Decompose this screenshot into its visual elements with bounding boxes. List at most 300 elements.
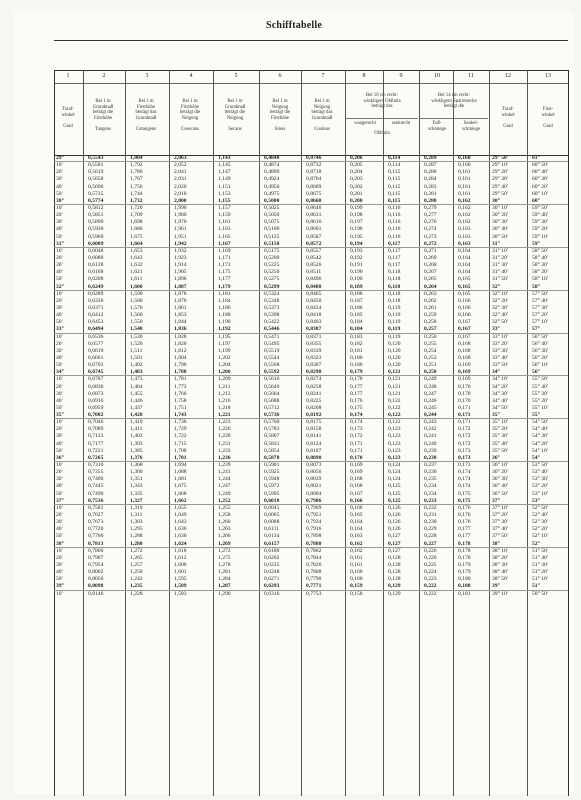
- table-cell: 0,8465: [306, 290, 322, 297]
- table-cell: 0,170: [458, 397, 471, 404]
- table-cell: 0,115: [388, 197, 401, 204]
- table-cell: 39°: [56, 583, 64, 590]
- table-cell: 0,164: [458, 247, 471, 254]
- table-cell: 1,239: [218, 462, 231, 469]
- table-cell: 1,621: [130, 269, 143, 276]
- column-rule: [568, 70, 569, 796]
- table-cell: 2,052: [174, 162, 187, 169]
- table-cell: 1,163: [218, 226, 231, 233]
- table-cell: 1,303: [130, 519, 143, 526]
- table-cell: 0,116: [388, 212, 401, 219]
- table-row: [54, 455, 568, 462]
- table-cell: 35° 20': [492, 426, 508, 433]
- table-cell: 1,590: [130, 290, 143, 297]
- table-cell: 0,8141: [306, 433, 322, 440]
- table-cell: 0,6041: [264, 504, 280, 511]
- table-cell: 0,250: [424, 369, 437, 376]
- table-cell: 1,878: [174, 290, 187, 297]
- table-cell: 0,264: [424, 283, 437, 290]
- table-cell: 0,4975: [264, 190, 280, 197]
- table-cell: 0,125: [388, 497, 401, 504]
- table-cell: 10': [56, 547, 63, 554]
- table-cell: 1,662: [174, 497, 187, 504]
- table-cell: 38°: [492, 540, 500, 547]
- table-cell: 34° 40': [492, 397, 508, 404]
- table-cell: 1,961: [174, 226, 187, 233]
- table-cell: 1,896: [174, 276, 187, 283]
- table-cell: 0,8050: [88, 576, 104, 583]
- table-cell: 0,164: [350, 519, 363, 526]
- table-cell: 1,319: [130, 504, 143, 511]
- table-cell: 0,178: [350, 376, 363, 383]
- table-cell: 1,257: [130, 562, 143, 569]
- table-cell: 1,177: [218, 276, 231, 283]
- table-row: [54, 476, 568, 483]
- table-cell: 30° 30': [492, 219, 508, 226]
- table-cell: 0,162: [458, 219, 471, 226]
- table-cell: 1,729: [174, 426, 187, 433]
- table-cell: 0,7177: [88, 440, 104, 447]
- table-cell: 1,664: [130, 240, 143, 247]
- table-cell: 30': [56, 433, 63, 440]
- table-cell: 0,167: [458, 326, 471, 333]
- table-cell: 0,194: [350, 240, 363, 247]
- table-cell: 1,455: [130, 390, 143, 397]
- table-row: [54, 276, 568, 283]
- table-cell: 0,245: [424, 404, 437, 411]
- table-cell: 58° 30': [532, 262, 548, 269]
- table-cell: 1,184: [218, 297, 231, 304]
- table-cell: 1,190: [218, 319, 231, 326]
- table-cell: 0,127: [388, 533, 401, 540]
- table-cell: 20': [56, 512, 63, 519]
- table-cell: 0,6088: [264, 519, 280, 526]
- table-cell: 0,168: [350, 483, 363, 490]
- column-number: 8: [362, 73, 366, 79]
- table-cell: 0,225: [424, 562, 437, 569]
- table-cell: 56°: [532, 369, 540, 376]
- table-cell: 0,164: [458, 262, 471, 269]
- table-cell: 0,6959: [88, 404, 104, 411]
- table-cell: 10': [56, 590, 63, 597]
- table-cell: 40': [56, 269, 63, 276]
- table-cell: 0,5640: [264, 383, 280, 390]
- table-cell: 51° 10': [532, 576, 548, 583]
- table-cell: 0,6111: [264, 526, 279, 533]
- table-cell: 30': [56, 304, 63, 311]
- table-cell: 1,204: [218, 362, 231, 369]
- table-cell: 0,174: [350, 419, 363, 426]
- table-row: [54, 469, 568, 476]
- table-cell: 0,8631: [306, 212, 322, 219]
- table-cell: 0,124: [388, 462, 401, 469]
- table-cell: 1,195: [218, 333, 231, 340]
- table-cell: 0,124: [388, 476, 401, 483]
- table-row: [54, 176, 568, 183]
- table-cell: 0,5831: [264, 440, 280, 447]
- table-cell: 0,173: [458, 447, 471, 454]
- table-row: [54, 384, 568, 391]
- table-cell: 0,172: [458, 426, 471, 433]
- table-cell: 0,8021: [306, 483, 322, 490]
- table-cell: 1,630: [174, 533, 187, 540]
- table-cell: 0,5658: [88, 176, 104, 183]
- table-cell: 0,5348: [264, 297, 280, 304]
- table-cell: 56° 20': [532, 354, 548, 361]
- table-cell: 32° 50': [492, 319, 508, 326]
- table-cell: 1,766: [174, 390, 187, 397]
- table-cell: 0,6494: [88, 326, 104, 333]
- table-cell: 0,6128: [88, 262, 104, 269]
- table-cell: 0,235: [424, 476, 437, 483]
- table-cell: 1,698: [130, 219, 143, 226]
- table-cell: 0,6830: [88, 383, 104, 390]
- header-divider: [54, 83, 568, 84]
- table-cell: 1,688: [174, 469, 187, 476]
- table-cell: 1,743: [174, 412, 187, 419]
- table-cell: 10': [56, 204, 63, 211]
- table-cell: 0,5519: [264, 347, 280, 354]
- table-cell: 0,5422: [264, 319, 280, 326]
- table-cell: 1,595: [174, 576, 187, 583]
- table-cell: 1,437: [130, 404, 143, 411]
- table-cell: 59° 30': [532, 219, 548, 226]
- table-cell: 0,8002: [88, 569, 104, 576]
- table-cell: 61°: [532, 155, 540, 161]
- table-cell: 0,114: [388, 155, 401, 161]
- table-cell: 1,932: [174, 247, 187, 254]
- table-cell: 29° 50': [492, 155, 509, 161]
- table-cell: 0,175: [458, 490, 471, 497]
- table-row: [54, 341, 568, 348]
- table-cell: 0,201: [350, 190, 363, 197]
- table-cell: 0,271: [424, 247, 437, 254]
- table-cell: 0,161: [458, 176, 471, 183]
- table-cell: 0,5930: [88, 226, 104, 233]
- table-cell: 0,115: [388, 183, 401, 190]
- table-cell: 0,204: [350, 169, 363, 176]
- table-cell: 0,117: [388, 240, 401, 247]
- header-cosinus: Bei 1 m Neigung beträgt das Grundmaß Cosinus: [311, 99, 333, 132]
- table-cell: 52° 10': [532, 533, 548, 540]
- table-cell: 0,226: [424, 547, 437, 554]
- table-row: [54, 419, 568, 426]
- table-cell: 0,4874: [264, 162, 280, 169]
- table-cell: 0,6134: [264, 533, 280, 540]
- table-cell: 0,117: [388, 254, 401, 261]
- table-cell: 0,8258: [306, 383, 322, 390]
- table-cell: 1,360: [130, 469, 143, 476]
- table-row: [54, 405, 568, 412]
- table-cell: 0,5581: [88, 162, 104, 169]
- table-cell: 1,781: [174, 376, 187, 383]
- table-cell: 0,165: [458, 276, 471, 283]
- table-cell: 32° 20': [492, 297, 508, 304]
- table-cell: 53° 20': [532, 483, 548, 490]
- table-cell: 1,266: [218, 533, 231, 540]
- table-cell: 57° 20': [532, 312, 548, 319]
- table-cell: 0,8371: [306, 333, 322, 340]
- table-cell: 0,116: [388, 226, 401, 233]
- table-cell: 33°: [492, 326, 500, 333]
- table-cell: 0,222: [424, 590, 437, 597]
- table-row: [54, 212, 568, 219]
- table-cell: 0,169: [458, 369, 471, 376]
- table-cell: 30° 10': [492, 204, 508, 211]
- table-cell: 55° 10': [532, 404, 548, 411]
- table-cell: 1,143: [218, 155, 231, 161]
- table-cell: 0,261: [424, 304, 437, 311]
- table-row: [54, 169, 568, 176]
- table-cell: 32°: [56, 283, 64, 290]
- table-cell: 37° 10': [492, 504, 508, 511]
- table-cell: 0,120: [388, 354, 401, 361]
- table-cell: 0,6248: [264, 569, 280, 576]
- table-cell: 1,272: [130, 547, 143, 554]
- table-row: [54, 462, 568, 469]
- table-cell: 0,247: [424, 390, 437, 397]
- table-cell: 0,166: [350, 497, 363, 504]
- table-cell: 0,118: [388, 290, 401, 297]
- table-cell: 0,8098: [88, 583, 104, 590]
- table-cell: 1,887: [174, 283, 187, 290]
- table-cell: 40': [56, 354, 63, 361]
- table-row: [54, 541, 568, 548]
- table-cell: 32° 30': [492, 304, 508, 311]
- table-cell: 40': [56, 183, 63, 190]
- table-page: [14, 12, 574, 794]
- table-cell: 0,237: [424, 462, 437, 469]
- table-cell: 35° 50': [492, 447, 508, 454]
- table-cell: 0,123: [388, 447, 401, 454]
- table-cell: 1,351: [130, 476, 143, 483]
- table-cell: 37° 30': [492, 519, 508, 526]
- table-cell: 57° 10': [532, 319, 548, 326]
- table-cell: 1,758: [174, 397, 187, 404]
- table-cell: 38° 50': [492, 576, 508, 583]
- table-cell: 0,128: [388, 576, 401, 583]
- table-cell: 0,119: [388, 319, 401, 326]
- table-cell: 30° 20': [492, 212, 508, 219]
- table-cell: 0,8175: [306, 419, 322, 426]
- table-cell: 30° 40': [492, 226, 508, 233]
- table-cell: 0,192: [350, 254, 363, 261]
- table-cell: 0,125: [388, 483, 401, 490]
- table-row: [54, 562, 568, 569]
- table-cell: 0,123: [388, 454, 401, 461]
- table-cell: 0,8732: [306, 162, 322, 169]
- table-cell: 0,123: [388, 433, 401, 440]
- table-cell: 0,115: [388, 169, 401, 176]
- table-cell: 0,6048: [88, 247, 104, 254]
- table-cell: 0,116: [388, 219, 401, 226]
- table-cell: 0,7934: [306, 519, 322, 526]
- table-cell: 0,161: [458, 169, 471, 176]
- table-cell: 1,694: [174, 462, 187, 469]
- table-cell: 0,7860: [88, 547, 104, 554]
- table-cell: 0,8355: [306, 340, 322, 347]
- table-cell: 37°: [492, 497, 500, 504]
- table-row: [54, 591, 568, 598]
- table-cell: 0,174: [458, 483, 471, 490]
- table-cell: 38° 10': [492, 547, 508, 554]
- table-cell: 0,5972: [264, 483, 280, 490]
- table-cell: 1,223: [218, 419, 231, 426]
- table-cell: 0,126: [388, 526, 401, 533]
- table-cell: 0,246: [424, 397, 437, 404]
- table-cell: 60°: [532, 197, 540, 204]
- table-cell: 37° 20': [492, 512, 508, 519]
- table-cell: 0,8601: [306, 226, 322, 233]
- table-cell: 1,402: [130, 433, 143, 440]
- table-cell: 0,5712: [264, 404, 280, 411]
- table-cell: 1,804: [174, 354, 187, 361]
- table-cell: 0,171: [458, 419, 471, 426]
- table-cell: 2,041: [174, 169, 187, 176]
- table-cell: 1,550: [130, 319, 143, 326]
- table-cell: 1,580: [130, 297, 143, 304]
- table-cell: 0,5969: [88, 233, 104, 240]
- table-cell: 1,236: [218, 454, 231, 461]
- table-cell: 36° 10': [492, 462, 508, 469]
- table-cell: 0,163: [458, 240, 471, 247]
- table-cell: 32° 10': [492, 290, 508, 297]
- table-cell: 0,258: [424, 319, 437, 326]
- table-cell: 0,120: [388, 340, 401, 347]
- table-cell: 1,393: [130, 440, 143, 447]
- table-cell: 0,7969: [306, 504, 322, 511]
- table-cell: 1,428: [130, 412, 143, 419]
- table-cell: 0,7310: [88, 462, 104, 469]
- table-cell: 0,8158: [306, 426, 322, 433]
- table-cell: 35° 40': [492, 440, 508, 447]
- table-cell: 0,5075: [264, 219, 280, 226]
- table-cell: 0,5446: [264, 326, 280, 333]
- table-cell: 36°: [56, 454, 64, 461]
- table-cell: 50': [56, 233, 63, 240]
- table-cell: 1,171: [218, 254, 231, 261]
- table-cell: 0,172: [458, 440, 471, 447]
- table-cell: 20': [56, 254, 63, 261]
- table-cell: 0,121: [388, 383, 401, 390]
- header-cotangens: Bei 1 m Firsthöhe beträgt das Grundmaß Cotangens: [135, 99, 157, 132]
- table-cell: 30': [56, 519, 63, 526]
- table-cell: 38° 20': [492, 554, 508, 561]
- table-cell: 0,6330: [88, 297, 104, 304]
- table-cell: 0,8323: [306, 354, 322, 361]
- table-cell: 0,118: [388, 297, 401, 304]
- table-cell: 0,170: [458, 390, 471, 397]
- table-cell: 0,177: [350, 390, 363, 397]
- table-cell: 53° 10': [532, 490, 548, 497]
- table-cell: 1,216: [218, 397, 231, 404]
- table-cell: 39°: [492, 583, 500, 590]
- table-cell: 0,265: [424, 276, 437, 283]
- table-cell: 0,5925: [264, 469, 280, 476]
- table-cell: 0,116: [388, 204, 401, 211]
- table-cell: 0,7673: [88, 519, 104, 526]
- table-row: [54, 362, 568, 369]
- table-cell: 0,188: [350, 290, 363, 297]
- table-cell: 0,6018: [264, 497, 280, 504]
- table-row: [54, 155, 568, 162]
- table-cell: 0,240: [424, 440, 437, 447]
- table-cell: 0,5398: [264, 312, 280, 319]
- table-cell: 52° 30': [532, 519, 548, 526]
- table-cell: 1,483: [130, 369, 143, 376]
- table-cell: 0,222: [424, 583, 437, 590]
- table-cell: 0,277: [424, 212, 437, 219]
- table-cell: 0,117: [388, 262, 401, 269]
- table-cell: 1,288: [130, 533, 143, 540]
- table-cell: 50': [56, 576, 63, 583]
- table-cell: 1,643: [130, 254, 143, 261]
- table-cell: 0,8542: [306, 254, 322, 261]
- table-cell: 53°: [532, 497, 540, 504]
- table-cell: 0,5616: [264, 376, 280, 383]
- table-cell: 1,258: [218, 512, 231, 519]
- table-cell: 0,5783: [264, 426, 280, 433]
- table-cell: 1,419: [130, 419, 143, 426]
- table-cell: 1,653: [130, 247, 143, 254]
- table-cell: 0,8572: [306, 240, 322, 247]
- table-cell: 2,031: [174, 176, 187, 183]
- table-cell: 0,160: [350, 576, 363, 583]
- table-cell: 0,126: [388, 519, 401, 526]
- table-cell: 1,600: [130, 283, 143, 290]
- table-cell: 37° 40': [492, 526, 508, 533]
- table-cell: 53° 50': [532, 462, 548, 469]
- table-row: [54, 326, 568, 333]
- table-cell: 32°: [492, 283, 500, 290]
- table-cell: 0,267: [424, 269, 437, 276]
- table-cell: 1,844: [174, 319, 187, 326]
- table-cell: 1,242: [130, 576, 143, 583]
- table-cell: 0,179: [458, 562, 471, 569]
- table-cell: 0,193: [350, 247, 363, 254]
- table-row: [54, 226, 568, 233]
- table-cell: 0,5878: [264, 454, 280, 461]
- table-cell: 0,273: [424, 233, 437, 240]
- table-cell: 0,161: [458, 190, 471, 197]
- table-row: [54, 305, 568, 312]
- table-cell: 10': [56, 333, 63, 340]
- table-cell: 31° 20': [492, 254, 508, 261]
- column-number: 2: [102, 73, 106, 79]
- table-cell: 1,708: [174, 447, 187, 454]
- table-cell: 0,176: [458, 504, 471, 511]
- table-cell: 0,232: [424, 504, 437, 511]
- table-cell: 1,861: [174, 304, 187, 311]
- header-trauf-winkel: Trauf- winkel Grad: [61, 107, 75, 129]
- table-cell: 57° 50': [532, 290, 548, 297]
- table-cell: 0,129: [388, 590, 401, 597]
- column-numbers: [54, 73, 568, 83]
- table-cell: 0,124: [388, 469, 401, 476]
- table-cell: 50': [56, 490, 63, 497]
- table-cell: 34° 50': [492, 404, 508, 411]
- table-cell: 0,7916: [306, 526, 322, 533]
- table-cell: 1,618: [174, 547, 187, 554]
- table-cell: 0,5250: [264, 269, 280, 276]
- table-cell: 52°: [532, 540, 540, 547]
- table-cell: 0,8208: [306, 404, 322, 411]
- table-cell: 32° 40': [492, 312, 508, 319]
- table-cell: 0,119: [388, 304, 401, 311]
- table-cell: 0,5696: [88, 183, 104, 190]
- table-cell: 1,820: [174, 340, 187, 347]
- table-cell: 1,272: [218, 547, 231, 554]
